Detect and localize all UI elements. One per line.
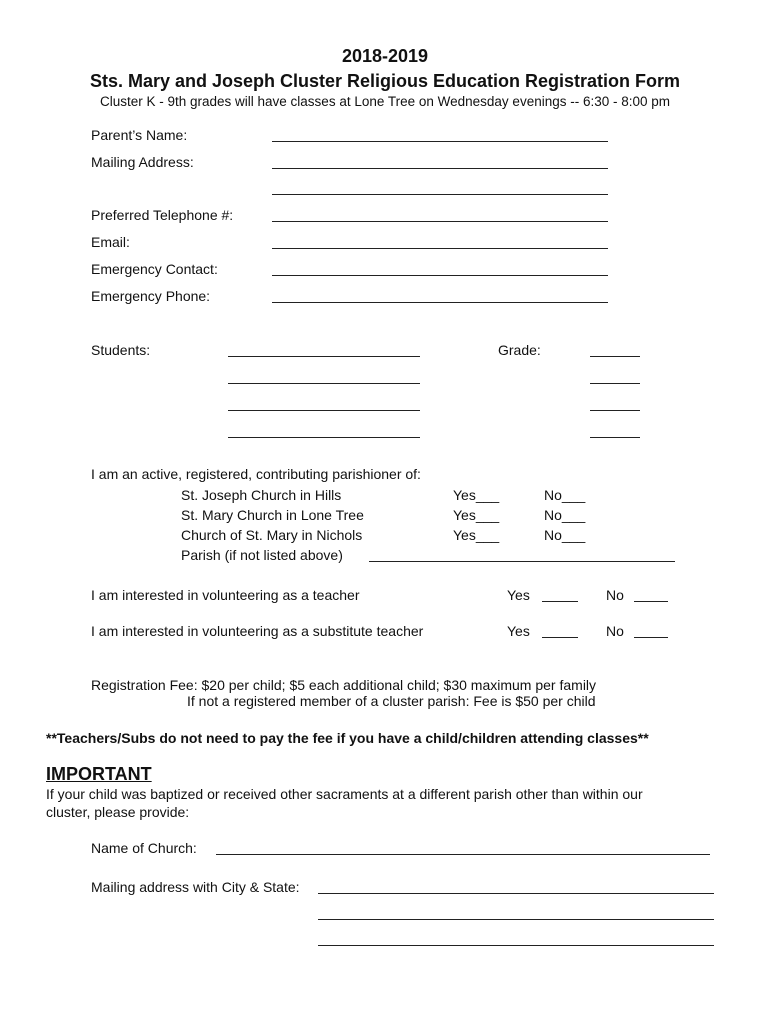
parents-name-label: Parent’s Name: [91, 127, 188, 143]
church-st-mary-nichols-no[interactable]: No___ [544, 527, 586, 543]
church-mailing-field[interactable] [318, 893, 714, 894]
volunteer-teacher-label: I am interested in volunteering as a teacher [91, 587, 360, 603]
mailing-address-field-2[interactable] [272, 194, 608, 195]
volunteer-substitute-yes-field[interactable] [542, 637, 578, 638]
telephone-field[interactable] [272, 221, 608, 222]
student-grade-field-4[interactable] [590, 437, 640, 438]
volunteer-substitute-label: I am interested in volunteering as a substitute teacher [91, 623, 424, 639]
volunteer-substitute-no-field[interactable] [634, 637, 668, 638]
church-name-field[interactable] [216, 854, 710, 855]
church-st-joseph-no[interactable]: No___ [544, 487, 586, 503]
form-year: 2018-2019 [341, 46, 429, 66]
volunteer-teacher-yes-field[interactable] [542, 601, 578, 602]
student-name-field-4[interactable] [228, 437, 420, 438]
church-st-mary-nichols-yes[interactable]: Yes___ [453, 527, 500, 543]
student-grade-field-1[interactable] [590, 356, 640, 357]
email-field[interactable] [272, 248, 608, 249]
important-text-line2: cluster, please provide: [46, 804, 190, 820]
important-text-line1: If your child was baptized or received other sacraments at a different parish other than within our [46, 786, 643, 802]
volunteer-substitute-no-label: No [606, 623, 624, 639]
registration-fee-line1: Registration Fee: $20 per child; $5 each additional child; $30 maximum per family [91, 677, 597, 693]
church-mailing-label: Mailing address with City & State: [91, 879, 300, 895]
parish-other-field[interactable] [369, 561, 675, 562]
email-label: Email: [91, 234, 130, 250]
student-name-field-1[interactable] [228, 356, 420, 357]
volunteer-teacher-no-label: No [606, 587, 624, 603]
church-st-mary-lone-tree-no[interactable]: No___ [544, 507, 586, 523]
emergency-contact-field[interactable] [272, 275, 608, 276]
church-st-joseph-yes[interactable]: Yes___ [453, 487, 500, 503]
church-mailing-field-3[interactable] [318, 945, 714, 946]
parish-other-label: Parish (if not listed above) [181, 547, 343, 563]
registration-fee-line2: If not a registered member of a cluster parish: Fee is $50 per child [187, 693, 596, 709]
church-mailing-field-2[interactable] [318, 919, 714, 920]
emergency-phone-label: Emergency Phone: [91, 288, 211, 304]
church-st-mary-lone-tree: St. Mary Church in Lone Tree [181, 507, 364, 523]
students-label: Students: [91, 342, 151, 358]
student-name-field-2[interactable] [228, 383, 420, 384]
church-st-mary-nichols: Church of St. Mary in Nichols [181, 527, 363, 543]
volunteer-substitute-yes-label: Yes [507, 623, 530, 639]
parishioner-intro: I am an active, registered, contributing parishioner of: [91, 466, 421, 482]
parents-name-field[interactable] [272, 141, 608, 142]
church-name-label: Name of Church: [91, 840, 197, 856]
volunteer-teacher-yes-label: Yes [507, 587, 530, 603]
telephone-label: Preferred Telephone #: [91, 207, 234, 223]
emergency-phone-field[interactable] [272, 302, 608, 303]
student-name-field-3[interactable] [228, 410, 420, 411]
form-title: Sts. Mary and Joseph Cluster Religious Education Registration Form [89, 71, 681, 91]
mailing-address-field[interactable] [272, 168, 608, 169]
student-grade-field-2[interactable] [590, 383, 640, 384]
church-st-mary-lone-tree-yes[interactable]: Yes___ [453, 507, 500, 523]
form-subtitle: Cluster K - 9th grades will have classes at Lone Tree on Wednesday evenings -- 6:30 - 8:00 pm [99, 94, 671, 109]
volunteer-teacher-no-field[interactable] [634, 601, 668, 602]
mailing-address-label: Mailing Address: [91, 154, 194, 170]
church-st-joseph: St. Joseph Church in Hills [181, 487, 342, 503]
fee-exemption-note: **Teachers/Subs do not need to pay the fee if you have a child/children attending classes** [46, 730, 649, 746]
important-heading: IMPORTANT [46, 764, 152, 784]
student-grade-field-3[interactable] [590, 410, 640, 411]
emergency-contact-label: Emergency Contact: [91, 261, 218, 277]
grade-label: Grade: [498, 342, 541, 358]
